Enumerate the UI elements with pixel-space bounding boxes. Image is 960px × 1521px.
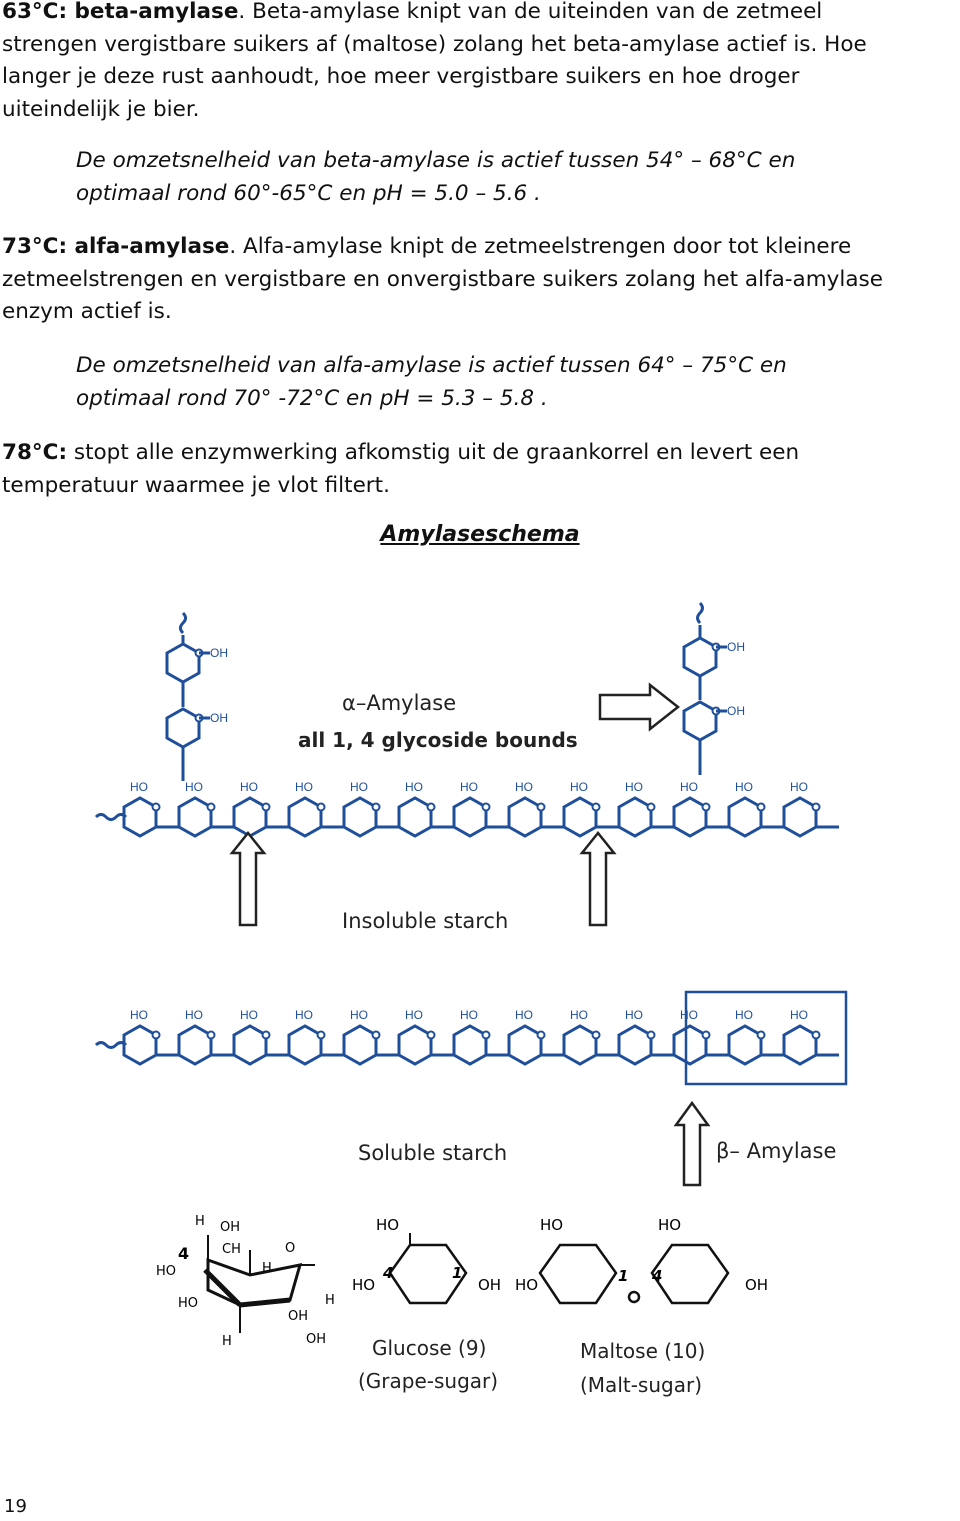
glucose-unit bbox=[454, 798, 490, 836]
note-text: optimaal rond 60°-65°C en pH = 5.0 – 5.6 . bbox=[76, 180, 541, 206]
glucose-unit bbox=[179, 798, 215, 836]
ho-label: HO bbox=[130, 1008, 148, 1022]
oh-label: OH bbox=[210, 646, 228, 660]
ho-label: HO bbox=[625, 780, 643, 794]
insoluble-starch-chain bbox=[96, 780, 839, 836]
glucose-name: Glucose (9) bbox=[372, 1336, 487, 1360]
ho-label: HO bbox=[156, 1264, 177, 1279]
oh-label: OH bbox=[306, 1332, 327, 1347]
glucose-unit bbox=[234, 1026, 270, 1064]
heading-63: 63°C: beta-amylase bbox=[2, 0, 239, 24]
note-beta-amylase bbox=[76, 145, 936, 210]
ho-label: HO bbox=[515, 780, 533, 794]
carbon-number-1: 1 bbox=[452, 1264, 463, 1282]
carbon-number-4: 4 bbox=[178, 1244, 190, 1263]
glucose-unit bbox=[289, 798, 325, 836]
amylase-diagram bbox=[0, 585, 960, 1495]
ho-label: HO bbox=[130, 780, 148, 794]
ho-label: HO bbox=[790, 1008, 808, 1022]
ho-label: HO bbox=[350, 1008, 368, 1022]
branch-left bbox=[167, 613, 228, 781]
heading-73: 73°C: alfa-amylase bbox=[2, 234, 230, 259]
maltose-subname: (Malt-sugar) bbox=[580, 1373, 703, 1397]
glucose-unit bbox=[619, 1026, 655, 1064]
glucose-unit bbox=[619, 798, 655, 836]
maltose-highlight-box bbox=[686, 992, 846, 1084]
h-label: H bbox=[325, 1293, 335, 1308]
ho-label: HO bbox=[625, 1008, 643, 1022]
h-label: H bbox=[195, 1214, 205, 1229]
glucose-unit bbox=[234, 798, 270, 836]
ho-label: HO bbox=[240, 780, 258, 794]
glucose-unit bbox=[399, 1026, 435, 1064]
ho-label: HO bbox=[735, 780, 753, 794]
figure-caption: Amylaseschema bbox=[380, 522, 580, 547]
branch-right bbox=[684, 603, 745, 775]
glucose-unit bbox=[509, 1026, 545, 1064]
heading-78: 78°C: bbox=[2, 440, 68, 465]
ho-label: HO bbox=[460, 780, 478, 794]
para-text: . Alfa-amylase knipt de zetmeelstrengen door tot kleinere bbox=[229, 234, 852, 259]
arrow-up-left bbox=[232, 833, 264, 925]
glucose-chair-structure bbox=[156, 1214, 335, 1349]
ho-label: HO bbox=[515, 1008, 533, 1022]
page-number: 19 bbox=[4, 1496, 27, 1517]
glucose-unit bbox=[344, 798, 380, 836]
para-text: uiteindelijk je bier. bbox=[2, 96, 200, 122]
glucose-ring-structure bbox=[352, 1216, 501, 1303]
insoluble-starch-label: Insoluble starch bbox=[342, 909, 509, 933]
glucose-unit bbox=[399, 798, 435, 836]
glucose-unit bbox=[784, 798, 820, 836]
ho-label: HO bbox=[570, 780, 588, 794]
beta-amylase-label: β– Amylase bbox=[716, 1139, 837, 1163]
glucose-unit bbox=[454, 1026, 490, 1064]
oh-label: OH bbox=[727, 704, 745, 718]
ho-label: HO bbox=[350, 780, 368, 794]
ho-label: HO bbox=[570, 1008, 588, 1022]
glucose-unit bbox=[729, 1026, 765, 1064]
arrow-up-right bbox=[582, 833, 614, 925]
glucose-unit bbox=[124, 798, 160, 836]
alpha-amylase-arrow bbox=[600, 685, 678, 729]
h-label: H bbox=[262, 1261, 272, 1276]
glucose-unit bbox=[289, 1026, 325, 1064]
alpha-amylase-subtitle: all 1, 4 glycoside bounds bbox=[298, 728, 578, 752]
glucose-unit bbox=[509, 798, 545, 836]
glucose-unit bbox=[674, 798, 710, 836]
maltose-name: Maltose (10) bbox=[580, 1339, 706, 1363]
soluble-starch-label: Soluble starch bbox=[358, 1141, 508, 1165]
ho-label: HO bbox=[178, 1296, 199, 1311]
note-alfa-amylase bbox=[76, 350, 936, 415]
ho-label: HO bbox=[658, 1216, 682, 1234]
carbon-number-1: 1 bbox=[618, 1267, 629, 1285]
ho-label: HO bbox=[185, 780, 203, 794]
soluble-starch-chain bbox=[96, 1008, 839, 1064]
ho-label: HO bbox=[376, 1216, 400, 1234]
ho-label: HO bbox=[405, 780, 423, 794]
ho-label: HO bbox=[240, 1008, 258, 1022]
paragraph-78 bbox=[2, 437, 958, 502]
para-text: strengen vergistbare suikers af (maltose) zolang het beta-amylase actief is. Hoe bbox=[2, 31, 867, 57]
glucose-unit bbox=[784, 1026, 820, 1064]
o-label: O bbox=[285, 1241, 296, 1256]
note-text: De omzetsnelheid van beta-amylase is actief tussen 54° – 68°C en bbox=[76, 148, 796, 173]
para-text: langer je deze rust aanhoudt, hoe meer vergistbare suikers en hoe droger bbox=[2, 64, 800, 89]
note-text: De omzetsnelheid van alfa-amylase is actief tussen 64° – 75°C en bbox=[76, 353, 787, 378]
ho-label: HO bbox=[790, 780, 808, 794]
ho-label: HO bbox=[460, 1008, 478, 1022]
paragraph-alfa-amylase bbox=[2, 231, 958, 329]
glucose-unit bbox=[729, 798, 765, 836]
para-text: enzym actief is. bbox=[2, 299, 172, 324]
h-label: H bbox=[222, 1334, 232, 1349]
glucose-unit bbox=[564, 798, 600, 836]
para-text: . Beta-amylase knipt van de uiteinden van de zetmeel bbox=[238, 0, 823, 24]
glucose-subname: (Grape-sugar) bbox=[358, 1369, 499, 1393]
chain-start-wave bbox=[96, 1043, 126, 1048]
ho-label: HO bbox=[680, 1008, 698, 1022]
ho-label: HO bbox=[185, 1008, 203, 1022]
glucose-unit bbox=[674, 1026, 710, 1064]
ho-label: HO bbox=[405, 1008, 423, 1022]
ho-label: HO bbox=[352, 1276, 376, 1294]
para-text: temperatuur waarmee je vlot filtert. bbox=[2, 472, 390, 498]
carbon-number-4: 4 bbox=[383, 1264, 394, 1282]
ho-label: HO bbox=[515, 1276, 539, 1294]
para-text: zetmeelstrengen en vergistbare en onvergistbare suikers zolang het alfa-amylase bbox=[2, 266, 883, 292]
glucose-unit bbox=[344, 1026, 380, 1064]
oh-label: OH bbox=[727, 640, 745, 654]
carbon-number-4: 4 bbox=[652, 1267, 663, 1285]
note-text: optimaal rond 70° -72°C en pH = 5.3 – 5.8 . bbox=[76, 385, 548, 411]
oh-label: OH bbox=[220, 1220, 241, 1235]
glucose-unit bbox=[179, 1026, 215, 1064]
ho-label: HO bbox=[295, 780, 313, 794]
ch2-label: CH bbox=[222, 1242, 241, 1257]
paragraph-beta-amylase bbox=[2, 0, 958, 126]
oh-label: OH bbox=[745, 1276, 769, 1294]
glucose-unit bbox=[124, 1026, 160, 1064]
ho-label: HO bbox=[680, 780, 698, 794]
chain-start-wave bbox=[96, 815, 126, 820]
para-text: stopt alle enzymwerking afkomstig uit de graankorrel en levert een bbox=[67, 440, 800, 465]
ho-label: HO bbox=[295, 1008, 313, 1022]
glucose-unit bbox=[564, 1026, 600, 1064]
alpha-amylase-title: α–Amylase bbox=[342, 691, 457, 715]
ho-label: HO bbox=[540, 1216, 564, 1234]
maltose-structure bbox=[515, 1216, 768, 1303]
oh-label: OH bbox=[478, 1276, 502, 1294]
oh-label: OH bbox=[210, 711, 228, 725]
ho-label: HO bbox=[735, 1008, 753, 1022]
arrow-up-beta bbox=[676, 1103, 708, 1185]
oh-label: OH bbox=[288, 1309, 309, 1324]
